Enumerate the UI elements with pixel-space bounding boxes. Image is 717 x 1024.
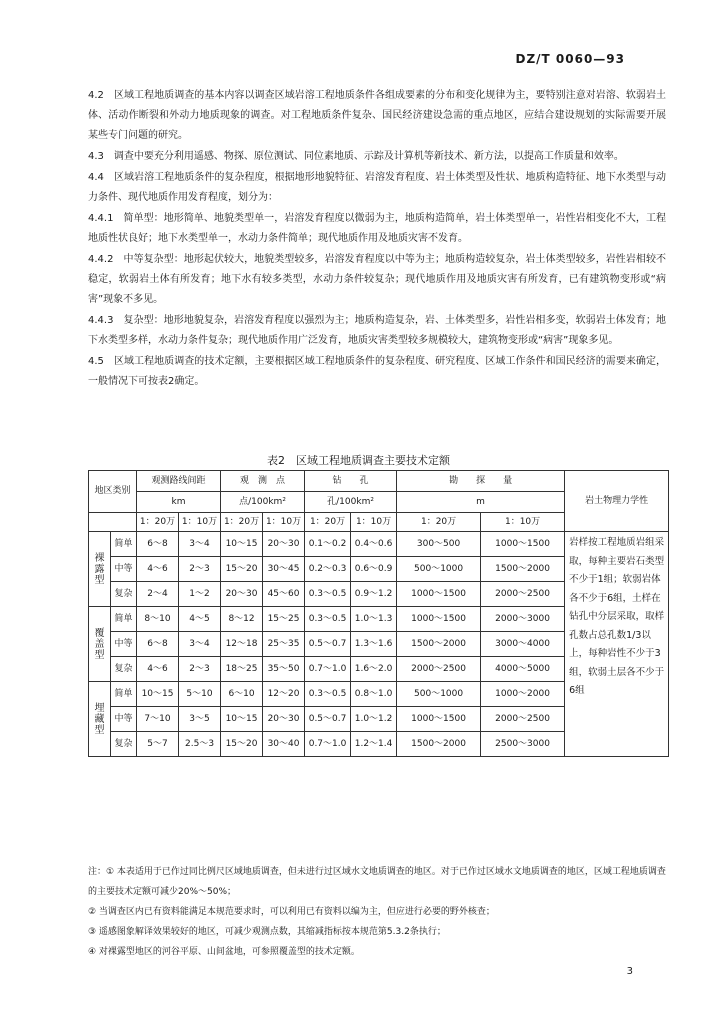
level-cell: 中等 bbox=[111, 557, 137, 582]
note-2: ② 当调查区内已有资料能满足本规范要求时，可以利用已有资料以编为主，但应进行必要的野外核查； bbox=[88, 907, 495, 917]
category-exposed: 裸露型 bbox=[89, 532, 111, 607]
body-text bbox=[88, 86, 666, 393]
value-cell: 5～10 bbox=[179, 682, 221, 707]
value-cell: 2.5～3 bbox=[179, 732, 221, 757]
header-props: 岩土物理力学性 bbox=[565, 471, 669, 532]
header-region: 地区类别 bbox=[89, 471, 137, 513]
unit-explore: m bbox=[397, 492, 565, 513]
table-title: 表2 区域工程地质调查主要技术定额 bbox=[267, 454, 450, 467]
value-cell: 0.3～0.5 bbox=[305, 682, 351, 707]
category-covered: 覆盖型 bbox=[89, 607, 111, 682]
value-cell: 500～1000 bbox=[397, 557, 481, 582]
value-cell: 1000～1500 bbox=[397, 607, 481, 632]
unit-drill: 孔/100km² bbox=[305, 492, 397, 513]
value-cell: 1.0～1.3 bbox=[351, 607, 397, 632]
level-cell: 复杂 bbox=[111, 582, 137, 607]
header-explore: 勘 探 量 bbox=[397, 471, 565, 492]
level-cell: 中等 bbox=[111, 632, 137, 657]
value-cell: 1500～2000 bbox=[397, 632, 481, 657]
section-4-4: 4.4 区域岩溶工程地质条件的复杂程度，根据地形地貌特征、岩溶发育程度、岩土体类型及性状、地质构造特征、地下水类型与动力条件、现代地质作用发育程度，划分为： bbox=[88, 172, 666, 203]
section-4-5: 4.5 区域工程地质调查的技术定额，主要根据区域工程地质条件的复杂程度、研究程度、区域工作条件和国民经济的需要来确定，一般情况下可按表2确定。 bbox=[88, 356, 666, 387]
value-cell: 30～45 bbox=[263, 557, 305, 582]
unit-route: km bbox=[137, 492, 221, 513]
section-4-3: 4.3 调查中要充分利用遥感、物探、原位测试、同位素地质、示踪及计算机等新技术、新方法，以提高工作质量和效率。 bbox=[88, 151, 624, 162]
value-cell: 8～10 bbox=[137, 607, 179, 632]
value-cell: 5～7 bbox=[137, 732, 179, 757]
value-cell: 4000～5000 bbox=[481, 657, 565, 682]
value-cell: 18～25 bbox=[221, 657, 263, 682]
value-cell: 1000～1500 bbox=[397, 582, 481, 607]
value-cell: 30～40 bbox=[263, 732, 305, 757]
value-cell: 1000～1500 bbox=[481, 532, 565, 557]
value-cell: 1.3～1.6 bbox=[351, 632, 397, 657]
value-cell: 3000～4000 bbox=[481, 632, 565, 657]
section-4-4-1: 4.4.1 简单型：地形简单、地貌类型单一，岩溶发育程度以微弱为主，地质构造简单，岩土体类型单一，岩性岩相变化不大，工程地质性状良好；地下水类型单一，水动力条件简单；现代地质作用及地质灾害不发育。 bbox=[88, 213, 666, 244]
value-cell: 0.7～1.0 bbox=[305, 732, 351, 757]
header-route: 观测路线间距 bbox=[137, 471, 221, 492]
value-cell: 2000～2500 bbox=[397, 657, 481, 682]
level-cell: 简单 bbox=[111, 532, 137, 557]
level-cell: 复杂 bbox=[111, 732, 137, 757]
unit-point: 点/100km² bbox=[221, 492, 305, 513]
value-cell: 2～3 bbox=[179, 557, 221, 582]
value-cell: 15～25 bbox=[263, 607, 305, 632]
scale-header: 1：10万 bbox=[179, 513, 221, 532]
table-notes bbox=[88, 862, 666, 962]
note-4: ④ 对裸露型地区的河谷平原、山间盆地，可参照覆盖型的技术定额。 bbox=[88, 947, 360, 957]
note-3: ③ 遥感图象解译效果较好的地区，可减少观测点数，其缩减指标按本规范第5.3.2条执行； bbox=[88, 927, 446, 937]
value-cell: 0.3～0.5 bbox=[305, 582, 351, 607]
value-cell: 0.6～0.9 bbox=[351, 557, 397, 582]
value-cell: 4～6 bbox=[137, 557, 179, 582]
value-cell: 6～8 bbox=[137, 532, 179, 557]
value-cell: 0.3～0.5 bbox=[305, 607, 351, 632]
value-cell: 4～6 bbox=[137, 657, 179, 682]
section-4-4-3: 4.4.3 复杂型：地形地貌复杂，岩溶发育程度以强烈为主；地质构造复杂，岩、土体类型多，岩性岩相多变，软弱岩土体发育；地下水类型多样，水动力条件复杂；现代地质作用广泛发育，地质灾害类型较多规模较大，建筑物变形或“病害”现象多见。 bbox=[88, 315, 666, 346]
value-cell: 0.4～0.6 bbox=[351, 532, 397, 557]
value-cell: 1～2 bbox=[179, 582, 221, 607]
level-cell: 简单 bbox=[111, 607, 137, 632]
value-cell: 1500～2000 bbox=[481, 557, 565, 582]
value-cell: 6～8 bbox=[137, 632, 179, 657]
value-cell: 20～30 bbox=[263, 532, 305, 557]
header-point: 观 测 点 bbox=[221, 471, 305, 492]
value-cell: 1.0～1.2 bbox=[351, 707, 397, 732]
level-cell: 简单 bbox=[111, 682, 137, 707]
value-cell: 3～4 bbox=[179, 532, 221, 557]
value-cell: 12～18 bbox=[221, 632, 263, 657]
value-cell: 20～30 bbox=[221, 582, 263, 607]
value-cell: 0.5～0.7 bbox=[305, 632, 351, 657]
value-cell: 25～35 bbox=[263, 632, 305, 657]
section-4-4-2: 4.4.2 中等复杂型：地形起伏较大，地貌类型较多，岩溶发育程度以中等为主；地质构造较复杂，岩土体类型较多，岩性岩相较不稳定，软弱岩土体有所发育；地下水有较多类型，水动力条件较复杂；现代地质作用及地质灾害有所发育，已有建筑物变形或“病害”现象不多见。 bbox=[88, 254, 666, 305]
scale-header: 1：20万 bbox=[305, 513, 351, 532]
note-1: 注：① 本表适用于已作过同比例尺区域地质调查，但未进行过区域水文地质调查的地区。对于已作过区域水文地质调查的地区，区域工程地质调查的主要技术定额可减少20%～50%； bbox=[88, 867, 666, 897]
scale-header: 1：20万 bbox=[137, 513, 179, 532]
value-cell: 10～15 bbox=[221, 707, 263, 732]
props-description: 岩样按工程地质岩组采取，每种主要岩石类型不少于1组；软弱岩体各不少于6组，土样在钻孔中分层采取，取样孔数占总孔数1/3以上，每种岩性不少于3组，软弱土层各不少于6组 bbox=[565, 532, 669, 757]
value-cell: 500～1000 bbox=[397, 682, 481, 707]
value-cell: 2～3 bbox=[179, 657, 221, 682]
value-cell: 20～30 bbox=[263, 707, 305, 732]
value-cell: 1500～2000 bbox=[397, 732, 481, 757]
value-cell: 3～4 bbox=[179, 632, 221, 657]
value-cell: 10～15 bbox=[221, 532, 263, 557]
scale-header: 1：20万 bbox=[221, 513, 263, 532]
value-cell: 7～10 bbox=[137, 707, 179, 732]
scale-header: 1：10万 bbox=[481, 513, 565, 532]
technical-quota-table bbox=[88, 470, 669, 757]
value-cell: 6～10 bbox=[221, 682, 263, 707]
category-buried: 埋藏型 bbox=[89, 682, 111, 757]
value-cell: 1000～1500 bbox=[397, 707, 481, 732]
value-cell: 3～5 bbox=[179, 707, 221, 732]
value-cell: 0.2～0.3 bbox=[305, 557, 351, 582]
scale-header: 1：20万 bbox=[397, 513, 481, 532]
value-cell: 35～50 bbox=[263, 657, 305, 682]
value-cell: 1000～2000 bbox=[481, 682, 565, 707]
value-cell: 1.6～2.0 bbox=[351, 657, 397, 682]
value-cell: 8～12 bbox=[221, 607, 263, 632]
value-cell: 0.9～1.2 bbox=[351, 582, 397, 607]
value-cell: 2000～2500 bbox=[481, 582, 565, 607]
value-cell: 0.5～0.7 bbox=[305, 707, 351, 732]
level-cell: 复杂 bbox=[111, 657, 137, 682]
scale-header: 1：10万 bbox=[351, 513, 397, 532]
value-cell: 2000～3000 bbox=[481, 607, 565, 632]
value-cell: 2～4 bbox=[137, 582, 179, 607]
level-cell: 中等 bbox=[111, 707, 137, 732]
value-cell: 0.8～1.0 bbox=[351, 682, 397, 707]
value-cell: 12～20 bbox=[263, 682, 305, 707]
value-cell: 45～60 bbox=[263, 582, 305, 607]
value-cell: 0.7～1.0 bbox=[305, 657, 351, 682]
value-cell: 2500～3000 bbox=[481, 732, 565, 757]
value-cell: 4～5 bbox=[179, 607, 221, 632]
value-cell: 0.1～0.2 bbox=[305, 532, 351, 557]
header-drill: 钻 孔 bbox=[305, 471, 397, 492]
value-cell: 300～500 bbox=[397, 532, 481, 557]
value-cell: 15～20 bbox=[221, 557, 263, 582]
value-cell: 1.2～1.4 bbox=[351, 732, 397, 757]
value-cell: 2000～2500 bbox=[481, 707, 565, 732]
value-cell: 15～20 bbox=[221, 732, 263, 757]
section-4-2: 4.2 区域工程地质调查的基本内容以调查区域岩溶工程地质条件各组成要素的分布和变化规律为主，要特别注意对岩溶、软弱岩土体、活动作断裂和外动力地质现象的调查。对工程地质条件复杂、国民经济建设急需的重点地区，应结合建设规划的实际需要开展某些专门问题的研究。 bbox=[88, 90, 666, 141]
page-number: 3 bbox=[626, 966, 633, 977]
scale-header: 1：10万 bbox=[263, 513, 305, 532]
value-cell: 10～15 bbox=[137, 682, 179, 707]
standard-code: DZ/T 0060—93 bbox=[515, 52, 625, 66]
